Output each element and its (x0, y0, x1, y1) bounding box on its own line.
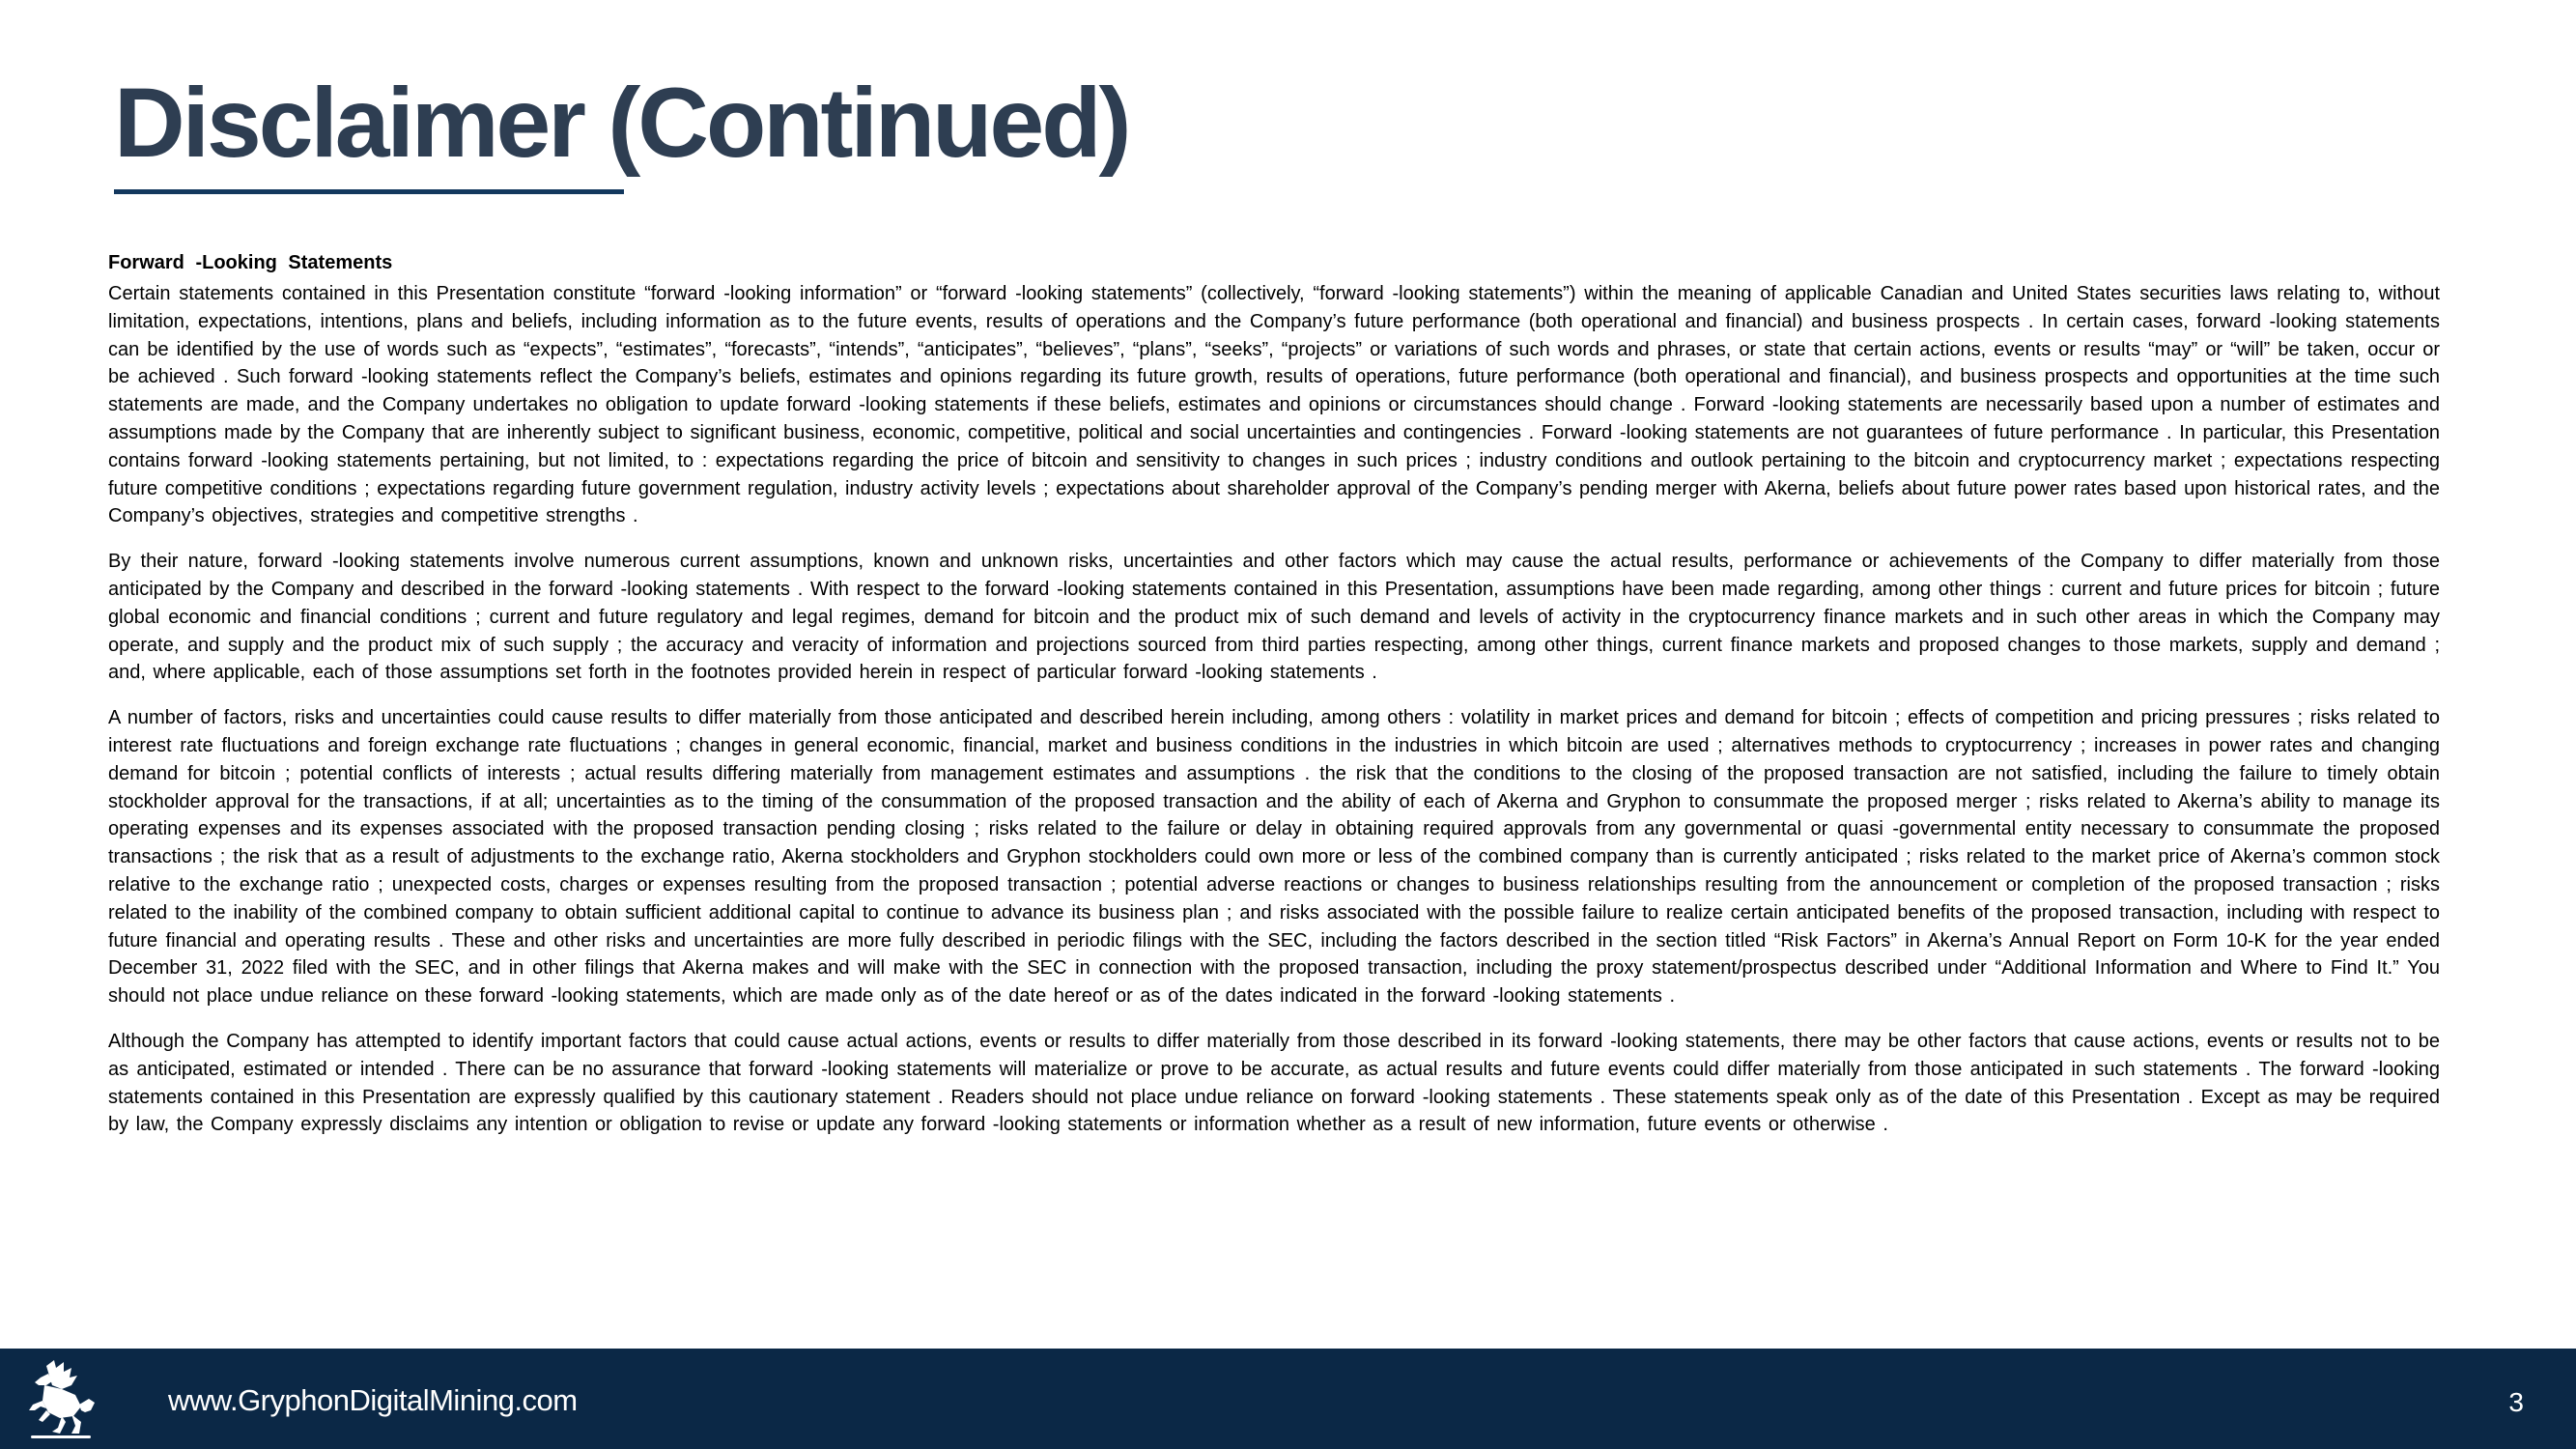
paragraph-4: Although the Company has attempted to identify important factors that could cause actual actions, events or results to differ materially from those described in its forward -looking statements, there may be other factors that cause actions, events or results not to be as anticipated, estimated or intended . There can be no assurance that forward -looking statements will materialize or prove to be accurate, as actual results and future events could differ materially from those anticipated in such statements . The forward -looking statements contained in this Presentation are expressly qualified by this cautionary statement . Readers should not place undue reliance on forward -looking statements . These statements speak only as of the date of this Presentation . Except as may be required by law, the Company expressly disclaims any intention or obligation to revise or update any forward -looking statements or information whether as a result of new information, future events or otherwise . (108, 1030, 2440, 1136)
paragraph-3: A number of factors, risks and uncertainties could cause results to differ materially from those anticipated and described herein including, among others : volatility in market prices and demand for bitcoin ; effects of competition and pricing pressures ; risks related to interest rate fluctuations and foreign exchange rate fluctuations ; changes in general economic, financial, market and business conditions in the industries in which bitcoin are used ; alternatives methods to cryptocurrency ; increases in power rates and changing demand for bitcoin ; potential conflicts of interests ; actual results differing materially from management estimates and assumptions . the risk that the conditions to the closing of the proposed transaction are not satisfied, including the failure to timely obtain stockholder approval for the transactions, if at all; uncertainties as to the timing of the consummation of the proposed transaction and the ability of each of Akerna and Gryphon to consummate the proposed merger ; risks related to Akerna’s ability to manage its operating expenses and its expenses associated with the proposed transaction pending closing ; risks related to the failure or delay in obtaining required approvals from any governmental or quasi -governmental entity necessary to consummate the proposed transactions ; the risk that as a result of adjustments to the exchange ratio, Akerna stockholders and Gryphon stockholders could own more or less of the combined company than is currently anticipated ; risks related to the market price of Akerna’s common stock relative to the exchange ratio ; unexpected costs, charges or expenses resulting from the proposed transaction ; potential adverse reactions or changes to business relationships resulting from the announcement or completion of the proposed transaction ; risks related to the inability of the combined company to obtain sufficient additional capital to continue to advance its business plan ; and risks associated with the possible failure to realize certain anticipated benefits of the proposed transaction, including with respect to future financial and operating results . These and other risks and uncertainties are more fully described in periodic filings with the SEC, including the factors described in the section titled “Risk Factors” in Akerna’s Annual Report on Form 10-K for the year ended December 31, 2022 filed with the SEC, and in other filings that Akerna makes and will make with the SEC in connection with the proposed transaction, including the proxy statement/prospectus described under “Additional Information and Where to Find It.” You should not place undue reliance on these forward -looking statements, which are made only as of the date hereof or as of the dates indicated in the forward -looking statements . (108, 707, 2440, 1008)
page-number: 3 (2508, 1387, 2524, 1417)
footer-bar (0, 1349, 2576, 1449)
paragraph-2: By their nature, forward -looking statements involve numerous current assumptions, known and unknown risks, uncertainties and other factors which may cause the actual results, performance or achievements of the Company to differ materially from those anticipated by the Company and described in the forward -looking statements . With respect to the forward -looking statements contained in this Presentation, assumptions have been made regarding, among other things : current and future prices for bitcoin ; future global economic and financial conditions ; current and future regulatory and legal regimes, demand for bitcoin and the product mix of such demand and levels of activity in the cryptocurrency finance markets and in such other areas in which the Company may operate, and supply and the product mix of such supply ; the accuracy and veracity of information and projections sourced from third parties respecting, among other things, current finance markets and proposed changes to those markets, supply and demand ; and, where applicable, each of those assumptions set forth in the footnotes provided herein in respect of particular forward -looking statements . (108, 551, 2440, 684)
griffin-logo-icon (17, 1356, 104, 1443)
website-link[interactable]: www.GryphonDigitalMining.com (168, 1383, 578, 1417)
page-title: Disclaimer (Continued) (114, 68, 1129, 178)
disclaimer-body (108, 249, 2440, 1156)
paragraph-1: Certain statements contained in this Presentation constitute “forward -looking information” or “forward -looking statements” (collectively, “forward -looking statements”) within the meaning of applicable Canadian and United States securities laws relating to, without limitation, expectations, intentions, plans and beliefs, including information as to the future events, results of operations and the Company’s future performance (both operational and financial) and business prospects . In certain cases, forward -looking statements can be identified by the use of words such as “expects”, “estimates”, “forecasts”, “intends”, “anticipates”, “believes”, “plans”, “seeks”, “projects” or variations of such words and phrases, or state that certain actions, events or results “may” or “will” be taken, occur or be achieved . Such forward -looking statements reflect the Company’s beliefs, estimates and opinions regarding its future growth, results of operations, future performance (both operational and financial), and business prospects and opportunities at the time such statements are made, and the Company undertakes no obligation to update forward -looking statements if these beliefs, estimates and opinions or circumstances should change . Forward -looking statements are necessarily based upon a number of estimates and assumptions made by the Company that are inherently subject to significant business, economic, competitive, political and social uncertainties and contingencies . Forward -looking statements are not guarantees of future performance . In particular, this Presentation contains forward -looking statements pertaining, but not limited, to : expectations regarding the price of bitcoin and sensitivity to changes in such prices ; industry conditions and outlook pertaining to the bitcoin and cryptocurrency market ; expectations respecting future competitive conditions ; expectations regarding future government regulation, industry activity levels ; expectations about shareholder approval of the Company’s pending merger with Akerna, beliefs about future power rates based upon historical rates, and the Company’s objectives, strategies and competitive strengths . (108, 283, 2440, 527)
section-heading: Forward -Looking Statements (108, 252, 393, 273)
title-underline (114, 189, 624, 194)
